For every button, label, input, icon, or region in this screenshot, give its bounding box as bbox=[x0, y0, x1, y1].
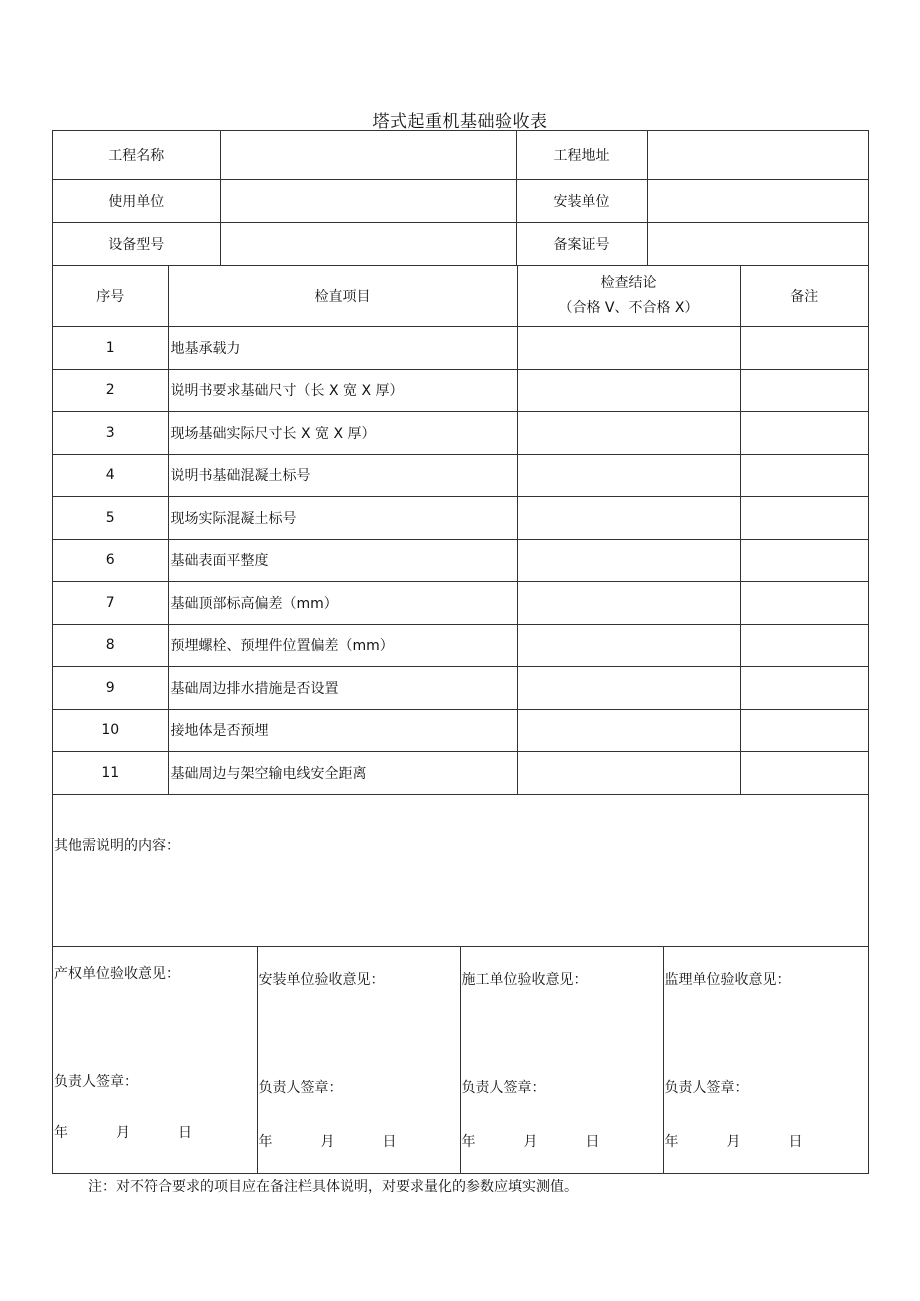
item-conclusion-cell[interactable] bbox=[517, 752, 740, 795]
item-seq: 2 bbox=[53, 369, 168, 412]
date-day: 日 bbox=[178, 1124, 192, 1141]
item-remark-cell[interactable] bbox=[740, 667, 868, 710]
item-name: 现场基础实际尺寸长 X 宽 X 厚） bbox=[168, 412, 517, 455]
date-day: 日 bbox=[382, 1133, 397, 1150]
user-unit-row bbox=[53, 180, 868, 223]
table-row bbox=[53, 752, 868, 795]
item-seq: 10 bbox=[53, 709, 168, 752]
project-name-field[interactable] bbox=[220, 131, 516, 180]
date-month: 月 bbox=[726, 1133, 741, 1150]
item-conclusion-cell[interactable] bbox=[517, 539, 740, 582]
signoff-responsible-label: 负责人签章： bbox=[54, 1073, 138, 1090]
equipment-model-label: 设备型号 bbox=[53, 223, 220, 266]
signoff-row bbox=[53, 947, 868, 1174]
item-name: 基础表面平整度 bbox=[168, 539, 517, 582]
item-remark-cell[interactable] bbox=[740, 327, 868, 370]
signoff-date bbox=[462, 1131, 600, 1151]
inspection-items-table bbox=[53, 266, 868, 795]
item-conclusion-cell[interactable] bbox=[517, 624, 740, 667]
item-remark-cell[interactable] bbox=[740, 582, 868, 625]
item-name: 说明书要求基础尺寸（长 X 宽 X 厚） bbox=[168, 369, 517, 412]
item-seq: 1 bbox=[53, 327, 168, 370]
item-conclusion-cell[interactable] bbox=[517, 454, 740, 497]
other-notes-box[interactable] bbox=[53, 795, 868, 947]
form-title: 塔式起重机基础验收表 bbox=[372, 112, 548, 132]
item-conclusion-cell[interactable] bbox=[517, 667, 740, 710]
item-name: 现场实际混凝土标号 bbox=[168, 497, 517, 540]
acceptance-form bbox=[52, 130, 869, 1174]
item-seq: 7 bbox=[53, 582, 168, 625]
item-remark-cell[interactable] bbox=[740, 369, 868, 412]
date-year: 年 bbox=[258, 1133, 273, 1150]
signoff-owner-unit[interactable] bbox=[53, 947, 257, 1174]
item-conclusion-cell[interactable] bbox=[517, 497, 740, 540]
item-seq: 5 bbox=[53, 497, 168, 540]
date-month: 月 bbox=[116, 1124, 130, 1141]
item-name: 地基承载力 bbox=[168, 327, 517, 370]
item-remark-cell[interactable] bbox=[740, 709, 868, 752]
item-name: 基础周边排水措施是否设置 bbox=[168, 667, 517, 710]
table-row bbox=[53, 667, 868, 710]
item-remark-cell[interactable] bbox=[740, 624, 868, 667]
date-year: 年 bbox=[54, 1124, 68, 1141]
item-seq: 8 bbox=[53, 624, 168, 667]
item-remark-cell[interactable] bbox=[740, 752, 868, 795]
table-row bbox=[53, 582, 868, 625]
signoff-responsible-label: 负责人签章： bbox=[664, 1079, 749, 1096]
item-seq: 4 bbox=[53, 454, 168, 497]
table-row bbox=[53, 709, 868, 752]
date-year: 年 bbox=[664, 1133, 679, 1150]
table-row bbox=[53, 497, 868, 540]
item-name: 预埋螺栓、预埋件位置偏差（mm） bbox=[168, 624, 517, 667]
conclusion-header-line2: （合格 V、不合格 X） bbox=[558, 300, 699, 316]
table-row bbox=[53, 454, 868, 497]
user-unit-label: 使用单位 bbox=[53, 180, 220, 223]
date-day: 日 bbox=[585, 1133, 600, 1150]
seq-header: 序号 bbox=[53, 266, 168, 327]
user-unit-field[interactable] bbox=[220, 180, 516, 223]
footnote: 注：对不符合要求的项目应在备注栏具体说明，对要求量化的参数应填实测值。 bbox=[88, 1179, 578, 1195]
project-name-row bbox=[53, 131, 868, 180]
table-row bbox=[53, 539, 868, 582]
table-row bbox=[53, 624, 868, 667]
item-conclusion-cell[interactable] bbox=[517, 369, 740, 412]
signoff-opinion-label: 安装单位验收意见： bbox=[258, 971, 385, 988]
project-info-table bbox=[53, 131, 868, 266]
items-header-row bbox=[53, 266, 868, 327]
equipment-row bbox=[53, 223, 868, 266]
table-row bbox=[53, 327, 868, 370]
date-day: 日 bbox=[788, 1133, 803, 1150]
date-month: 月 bbox=[523, 1133, 538, 1150]
remark-header: 备注 bbox=[740, 266, 868, 327]
signoff-date bbox=[259, 1131, 397, 1151]
project-name-label: 工程名称 bbox=[53, 131, 220, 180]
signoff-opinion-label: 监理单位验收意见： bbox=[664, 971, 791, 988]
signoff-date bbox=[54, 1122, 192, 1142]
conclusion-header bbox=[517, 266, 740, 327]
item-name: 接地体是否预埋 bbox=[168, 709, 517, 752]
item-seq: 6 bbox=[53, 539, 168, 582]
item-conclusion-cell[interactable] bbox=[517, 709, 740, 752]
signoff-table bbox=[53, 947, 868, 1174]
item-name: 基础周边与架空输电线安全距离 bbox=[168, 752, 517, 795]
equipment-model-field[interactable] bbox=[220, 223, 516, 266]
item-remark-cell[interactable] bbox=[740, 539, 868, 582]
item-seq: 11 bbox=[53, 752, 168, 795]
signoff-supervision-unit[interactable] bbox=[663, 947, 868, 1174]
install-unit-label: 安装单位 bbox=[516, 180, 647, 223]
table-row bbox=[53, 369, 868, 412]
date-year: 年 bbox=[461, 1133, 476, 1150]
project-address-field[interactable] bbox=[647, 131, 868, 180]
item-conclusion-cell[interactable] bbox=[517, 412, 740, 455]
install-unit-field[interactable] bbox=[647, 180, 868, 223]
conclusion-header-line1: 检查结论 bbox=[600, 275, 657, 291]
signoff-construction-unit[interactable] bbox=[460, 947, 663, 1174]
item-name: 说明书基础混凝土标号 bbox=[168, 454, 517, 497]
signoff-opinion-label: 产权单位验收意见： bbox=[54, 965, 180, 982]
project-address-label: 工程地址 bbox=[516, 131, 647, 180]
other-notes-label: 其他需说明的内容： bbox=[54, 837, 180, 854]
date-month: 月 bbox=[320, 1133, 335, 1150]
signoff-date bbox=[665, 1131, 803, 1151]
signoff-opinion-label: 施工单位验收意见： bbox=[461, 971, 588, 988]
record-cert-label: 备案证号 bbox=[516, 223, 647, 266]
item-conclusion-cell[interactable] bbox=[517, 327, 740, 370]
item-remark-cell[interactable] bbox=[740, 497, 868, 540]
item-name: 基础顶部标高偏差（mm） bbox=[168, 582, 517, 625]
item-conclusion-cell[interactable] bbox=[517, 582, 740, 625]
item-seq: 9 bbox=[53, 667, 168, 710]
item-seq: 3 bbox=[53, 412, 168, 455]
item-remark-cell[interactable] bbox=[740, 454, 868, 497]
item-remark-cell[interactable] bbox=[740, 412, 868, 455]
signoff-responsible-label: 负责人签章： bbox=[461, 1079, 546, 1096]
table-row bbox=[53, 412, 868, 455]
signoff-install-unit[interactable] bbox=[257, 947, 460, 1174]
item-header: 检直项目 bbox=[168, 266, 517, 327]
signoff-responsible-label: 负责人签章： bbox=[258, 1079, 343, 1096]
record-cert-field[interactable] bbox=[647, 223, 868, 266]
